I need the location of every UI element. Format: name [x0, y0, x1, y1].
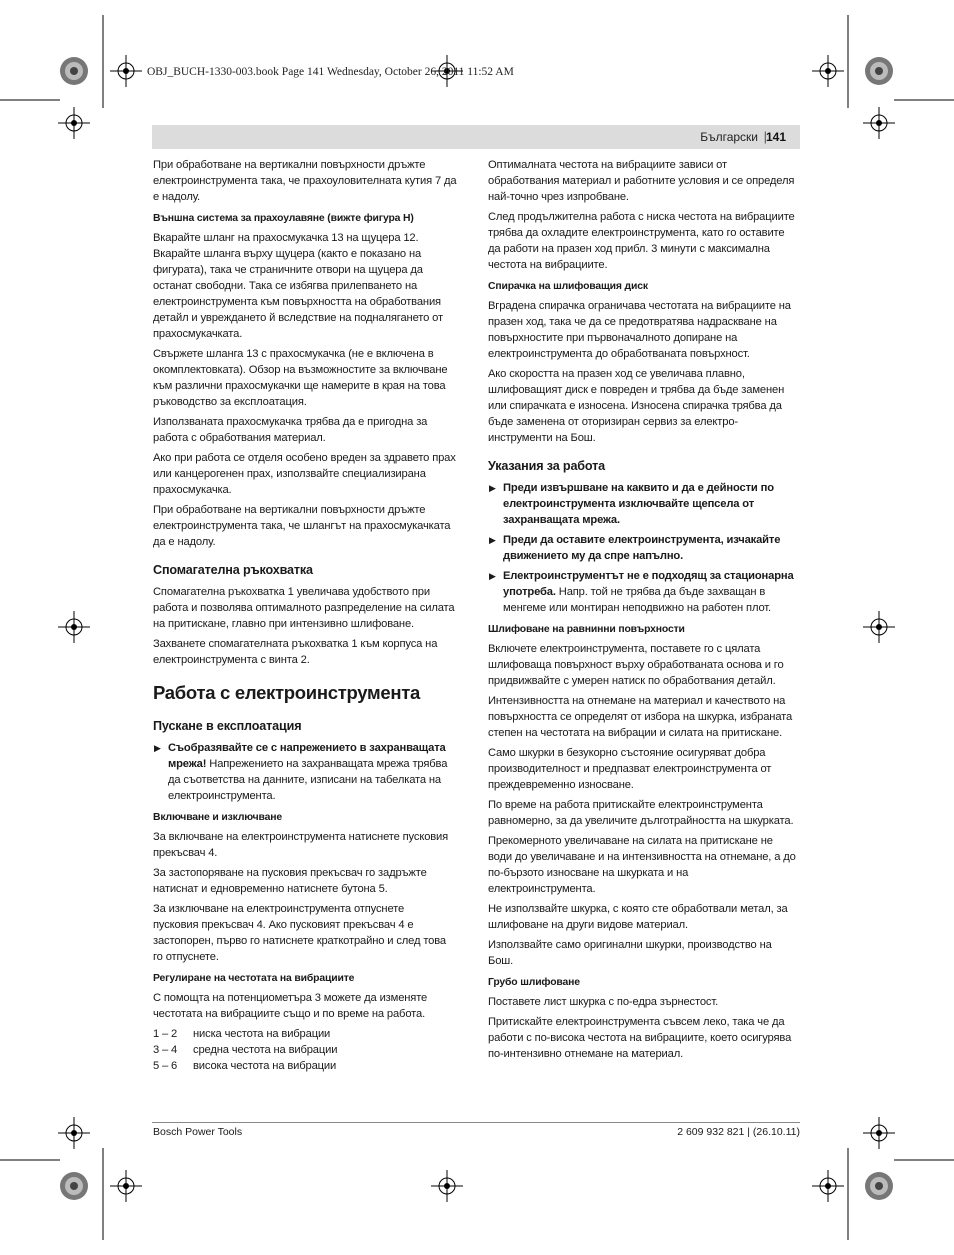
page-number: 141	[765, 130, 786, 144]
paragraph: По време на работа притискайте електроинструмента равномерно, за да увеличите дълготрайността на шкурката.	[488, 799, 794, 827]
triangle-bullet-icon: ▶	[489, 535, 496, 545]
print-slug-header: OBJ_BUCH-1330-003.book Page 141 Wednesday, October 26, 2011 11:52 AM	[147, 66, 514, 78]
subheading-external-dust: Външна система за прахоулавяне (вижте фигура H)	[153, 213, 414, 224]
paragraph: Притискайте електроинструмента съвсем леко, така че да работи с по-висока честота на вибрациите, което осигурява по-интензивно отнемане на материал.	[488, 1016, 792, 1060]
header-language: Български	[700, 130, 758, 144]
paragraph: Вградена спирачка ограничава честотата на вибрациите на празен ход, така че да се предотвратява надраскване на повърхностите при първоначалното допиране на електроинструмента до обработваната повърхност.	[488, 300, 791, 360]
bullet-voltage: ▶ Съобразявайте се с напрежението в захранващата мрежа! Напрежението на захранващата мрежа трябва да съответства на данните, изписани на табелката на електроинструмента.	[154, 742, 448, 802]
header-separator: |	[763, 129, 767, 144]
paragraph: Само шкурки в безукорно състояние осигуряват добра производителност и предпазват електроинструмента от преждевременно износване.	[488, 747, 772, 791]
paragraph: Не използвайте шкурка, с която сте обработвали метал, за шлифоване на други видове материал.	[488, 903, 788, 931]
paragraph: Интензивността на отнемане на материал и качеството на повърхността се определят от избора на шкурка, избраната степен на честотата на вибрации и силата на притискане.	[488, 695, 793, 739]
paragraph: Спомагателна ръкохватка 1 увеличава удобството при работа и позволява оптималното разпределение на силата на притискане, главно при интензивно шлифоване.	[153, 586, 455, 630]
paragraph: Включете електроинструмента, поставете го с цялата шлифоваща повърхност върху обработваната основа и го придвижвайте с умерен натиск по обработвания детайл.	[488, 643, 784, 687]
chapter-title: Работа с електроинструмента	[153, 682, 420, 703]
vibration-row: 5 – 6 висока честота на вибрации	[153, 1060, 337, 1072]
bullet-unplug: ▶ Преди извършване на каквито и да е дейности по електроинструмента изключвайте щепсела от захранващата мрежа.	[489, 482, 774, 526]
footer-doc-number: 2 609 932 821 | (26.10.11)	[677, 1126, 800, 1138]
paragraph: Поставете лист шкурка с по-едра зърнестост.	[488, 996, 719, 1008]
bullet-stationary: ▶ Електроинструментът не е подходящ за стационарна употреба. Напр. той не трябва да бъде захващан в менгеме или монтиран неподвижно на работен плот.	[489, 570, 794, 614]
paragraph: Прекомерното увеличаване на силата на притискане не води до увеличаване и на интензивността на отнемане, а до по-бързото износване на шкурката и на електроинструмента.	[488, 835, 796, 895]
footer-divider	[152, 1122, 800, 1123]
vibration-row: 1 – 2 ниска честота на вибрации	[153, 1028, 331, 1040]
paragraph: При обработване на вертикални повърхности дръжте електроинструмента така, че шлангът на прахосмукачката да е надолу.	[153, 504, 451, 548]
right-column	[488, 157, 800, 1066]
triangle-bullet-icon: ▶	[489, 483, 496, 493]
triangle-bullet-icon: ▶	[489, 571, 496, 581]
footer-brand: Bosch Power Tools	[153, 1126, 243, 1138]
subheading-vibration: Регулиране на честотата на вибрациите	[153, 973, 355, 984]
paragraph: Ако скоростта на празен ход се увеличава плавно, шлифоващият диск е повреден и трябва да бъде заменен или спирачката е износена. Износена спирачка трябва да бъде заменена от оторизиран сервиз за електро- инструменти на Бош.	[488, 368, 785, 444]
paragraph: С помощта на потенциометъра 3 можете да изменяте честотата на вибрациите също и по време на работа.	[153, 992, 428, 1020]
bullet-wait-stop: ▶ Преди да оставите електроинструмента, изчакайте движението му да спре напълно.	[489, 534, 781, 562]
section-heading-instructions: Указания за работа	[488, 459, 606, 473]
paragraph: При обработване на вертикални повърхности дръжте електроинструмента така, че прахоуловителната кутия 7 да е надолу.	[153, 159, 457, 203]
subheading-on-off: Включване и изключване	[153, 812, 282, 823]
section-heading-startup: Пускане в експлоатация	[153, 719, 302, 733]
paragraph: Свържете шланга 13 с прахосмукачка (не е включена в окомплектовката). Обзор на възможностите за включване към различни прахосмукачки ще намерите в края на това ръководство за експлоатация.	[153, 348, 448, 408]
paragraph-lock: За застопоряване на пусковия прекъсвач го задръжте натиснат и едновременно натиснете бутона 5.	[153, 867, 427, 895]
paragraph: Оптималната честота на вибрациите зависи от обработвания материал и работните условия и се определя най-точно чрез изпробване.	[488, 159, 795, 203]
triangle-bullet-icon: ▶	[154, 743, 161, 753]
vibration-row: 3 – 4 средна честота на вибрации	[153, 1044, 338, 1056]
subheading-flat-sanding: Шлифоване на равнинни повърхности	[488, 624, 685, 635]
paragraph: След продължителна работа с ниска честота на вибрациите трябва да охладите електроинструмента, като го оставите да работи на празен ход прибл. 3 минути с максимална честота на вибрациите.	[488, 211, 795, 271]
section-heading-aux-handle: Спомагателна ръкохватка	[153, 563, 313, 577]
page-header-band	[152, 125, 800, 149]
paragraph: Използваната прахосмукачка трябва да е пригодна за работа с обработвания материал.	[153, 416, 428, 444]
paragraph: Вкарайте шланг на прахосмукачка 13 на щуцера 12. Вкарайте шланга върху щуцера (както е показано на фигурата), така че страничните отвори на щуцера да останат свободни. Така се избягва прилепването на електроинструмента към повърхността на обработвания детайл и увреждането й вследствие на подналягането от прахосмукачката.	[153, 232, 443, 340]
paragraph-switch-on: За включване на електроинструмента натиснете пусковия прекъсвач 4.	[153, 831, 449, 859]
subheading-rough-sanding: Грубо шлифоване	[488, 977, 580, 988]
paragraph: Използвайте само оригинални шкурки, производство на Бош.	[488, 939, 772, 967]
paragraph: Ако при работа се отделя особено вреден за здравето прах или канцерогенен прах, използвайте специализирана прахосмукачка.	[153, 452, 456, 496]
paragraph: Захванете спомагателната ръкохватка 1 към корпуса на електроинструмента с винта 2.	[153, 638, 438, 666]
subheading-brake: Спирачка на шлифоващия диск	[488, 281, 648, 292]
left-column	[153, 157, 465, 1074]
paragraph-switch-off: За изключване на електроинструмента отпуснете пусковия прекъсвач 4. Ако пусковият прекъсвач 4 е застопорен, първо го натиснете краткотрайно и след това го отпуснете.	[153, 903, 446, 963]
vibration-table	[153, 1026, 465, 1074]
